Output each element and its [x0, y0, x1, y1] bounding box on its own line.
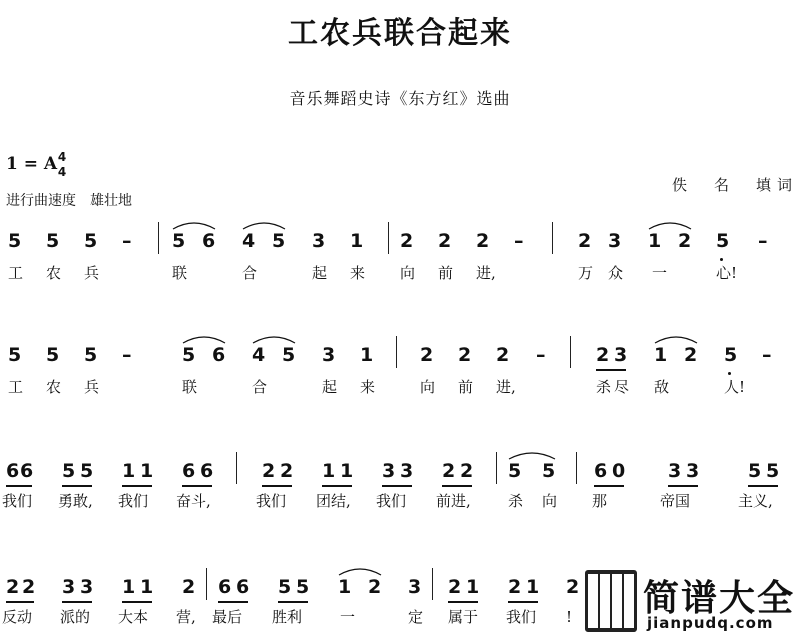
eighth-underline: [6, 485, 32, 487]
note: 2: [368, 576, 382, 598]
bar-line: [396, 336, 397, 368]
note: 1: [466, 576, 480, 598]
bar-line: [570, 336, 571, 368]
lyric-syllable: 奋斗,: [176, 492, 211, 510]
note: 2: [566, 576, 580, 598]
site-logo: [585, 570, 800, 640]
note: 1: [122, 460, 136, 482]
note: 5: [766, 460, 780, 482]
lyric-syllable: 万: [578, 264, 594, 282]
eighth-underline: [6, 601, 34, 603]
dash-note: –: [514, 230, 524, 252]
eighth-underline: [218, 601, 248, 603]
note: 4: [242, 230, 256, 252]
note: 1: [654, 344, 668, 366]
lyric-syllable: 合: [252, 378, 268, 396]
note: 5: [46, 230, 60, 252]
note: 6: [6, 460, 20, 482]
eighth-underline: [596, 369, 626, 371]
note: 1: [322, 460, 336, 482]
note: 2: [438, 230, 452, 252]
note: 5: [84, 344, 98, 366]
eighth-underline: [122, 601, 152, 603]
note: 2: [508, 576, 522, 598]
lyric-syllable: 帝国: [660, 492, 691, 510]
note: 2: [460, 460, 474, 482]
note: 6: [236, 576, 250, 598]
lyric-syllable: 属于: [448, 608, 479, 626]
note: 5: [748, 460, 762, 482]
notation-row: [0, 342, 800, 368]
note: 2: [476, 230, 490, 252]
note: 5: [508, 460, 522, 482]
lyric-syllable: 兵: [84, 264, 100, 282]
bar-line: [432, 568, 433, 600]
note: 2: [678, 230, 692, 252]
dash-note: –: [122, 230, 132, 252]
logo-text: 简谱大全: [643, 578, 796, 619]
lyric-syllable: 起: [322, 378, 338, 396]
lyric-syllable: 胜利: [272, 608, 303, 626]
bar-line: [576, 452, 577, 484]
lyric-syllable: 前: [458, 378, 474, 396]
eighth-underline: [668, 485, 698, 487]
eighth-underline: [262, 485, 292, 487]
lyric-syllable: 工: [8, 264, 24, 282]
eighth-underline: [122, 485, 152, 487]
note: 3: [322, 344, 336, 366]
note: 3: [80, 576, 94, 598]
lyric-syllable: 进,: [496, 378, 516, 396]
lyric-syllable: !: [566, 608, 573, 626]
note: 5: [80, 460, 94, 482]
lyric-syllable: 我们: [256, 492, 287, 510]
slur: [338, 566, 382, 576]
note: 3: [400, 460, 414, 482]
note: 2: [22, 576, 36, 598]
lyric-syllable: 心!: [716, 264, 738, 282]
lyric-syllable: 营,: [176, 608, 196, 626]
note: 5: [182, 344, 196, 366]
note: 3: [608, 230, 622, 252]
note: 6: [202, 230, 216, 252]
time-signature: [56, 150, 68, 180]
note: 6: [200, 460, 214, 482]
note: 1: [526, 576, 540, 598]
lyric-syllable: 团结,: [316, 492, 351, 510]
note: 3: [312, 230, 326, 252]
note: 1: [350, 230, 364, 252]
lyric-syllable: 我们: [506, 608, 537, 626]
lyric-syllable: 我们: [118, 492, 149, 510]
low-octave-dot: [728, 372, 731, 375]
eighth-underline: [62, 485, 92, 487]
bar-line: [206, 568, 207, 600]
eighth-underline: [278, 601, 308, 603]
lyric-syllable: 联: [182, 378, 198, 396]
note: 5: [542, 460, 556, 482]
note: 1: [122, 576, 136, 598]
lyric-syllable: 派的: [60, 608, 91, 626]
eighth-underline: [442, 485, 472, 487]
note: 3: [686, 460, 700, 482]
note: 2: [458, 344, 472, 366]
dash-note: –: [122, 344, 132, 366]
lyric-syllable: 向: [542, 492, 558, 510]
lyric-syllable: 兵: [84, 378, 100, 396]
note: 1: [338, 576, 352, 598]
note: 5: [724, 344, 738, 366]
note: 3: [62, 576, 76, 598]
low-octave-dot: [720, 258, 723, 261]
bar-line: [158, 222, 159, 254]
lyric-syllable: 合: [242, 264, 258, 282]
note: 5: [84, 230, 98, 252]
lyric-syllable: 反动: [2, 608, 33, 626]
lyric-syllable: 定: [408, 608, 424, 626]
eighth-underline: [748, 485, 778, 487]
eighth-underline: [182, 485, 212, 487]
note: 2: [496, 344, 510, 366]
lyric-syllable: 勇敢,: [58, 492, 93, 510]
bar-line: [496, 452, 497, 484]
note: 3: [614, 344, 628, 366]
note: 6: [594, 460, 608, 482]
slur: [252, 334, 296, 344]
slur: [172, 220, 216, 230]
note: 1: [340, 460, 354, 482]
note: 1: [140, 460, 154, 482]
piano-keys-icon: [585, 570, 637, 632]
lyricist-credit: 佚 名 填词: [672, 176, 799, 194]
note: 5: [46, 344, 60, 366]
lyric-syllable: 工: [8, 378, 24, 396]
note: 2: [182, 576, 196, 598]
bar-line: [552, 222, 553, 254]
note: 1: [648, 230, 662, 252]
tempo-marking: 进行曲速度 雄壮地: [6, 193, 132, 209]
lyrics-row: [0, 490, 800, 512]
note: 2: [6, 576, 20, 598]
note: 5: [62, 460, 76, 482]
lyric-syllable: 前进,: [436, 492, 471, 510]
dash-note: –: [762, 344, 772, 366]
lyric-syllable: 农: [46, 378, 62, 396]
lyric-syllable: 尽: [614, 378, 630, 396]
note: 2: [400, 230, 414, 252]
lyric-syllable: 起: [312, 264, 328, 282]
note: 3: [408, 576, 422, 598]
note: 6: [218, 576, 232, 598]
note: 5: [296, 576, 310, 598]
lyric-syllable: 杀: [596, 378, 612, 396]
lyric-syllable: 人!: [724, 378, 746, 396]
note: 2: [596, 344, 610, 366]
note: 5: [716, 230, 730, 252]
slur: [648, 220, 692, 230]
lyric-syllable: 主义,: [738, 492, 773, 510]
lyric-syllable: 杀: [508, 492, 524, 510]
note: 1: [140, 576, 154, 598]
notation-row: [0, 458, 800, 484]
lyric-syllable: 众: [608, 264, 624, 282]
eighth-underline: [322, 485, 352, 487]
lyric-syllable: 一: [652, 264, 668, 282]
lyric-syllable: 那: [592, 492, 608, 510]
bar-line: [236, 452, 237, 484]
lyric-syllable: 向: [400, 264, 416, 282]
note: 0: [612, 460, 626, 482]
note: 6: [20, 460, 34, 482]
note: 5: [282, 344, 296, 366]
note: 2: [280, 460, 294, 482]
note: 6: [212, 344, 226, 366]
lyrics-row: [0, 262, 800, 284]
lyric-syllable: 大本: [118, 608, 149, 626]
lyric-syllable: 敌: [654, 378, 670, 396]
note: 2: [262, 460, 276, 482]
note: 5: [8, 344, 22, 366]
lyric-syllable: 来: [350, 264, 366, 282]
lyric-syllable: 前: [438, 264, 454, 282]
time-signature-bottom: 4: [57, 165, 67, 179]
lyric-syllable: 我们: [2, 492, 33, 510]
note: 3: [382, 460, 396, 482]
lyric-syllable: 向: [420, 378, 436, 396]
lyric-syllable: 联: [172, 264, 188, 282]
lyric-syllable: 我们: [376, 492, 407, 510]
slur: [508, 450, 556, 460]
note: 2: [448, 576, 462, 598]
bar-line: [388, 222, 389, 254]
eighth-underline: [382, 485, 412, 487]
eighth-underline: [62, 601, 92, 603]
note: 1: [360, 344, 374, 366]
note: 5: [278, 576, 292, 598]
key-signature: 1 = A: [6, 154, 58, 174]
note: 5: [172, 230, 186, 252]
slur: [182, 334, 226, 344]
note: 5: [272, 230, 286, 252]
lyric-syllable: 农: [46, 264, 62, 282]
lyric-syllable: 进,: [476, 264, 496, 282]
time-signature-top: 4: [57, 150, 67, 164]
lyric-syllable: 来: [360, 378, 376, 396]
note: 6: [182, 460, 196, 482]
notation-row: [0, 228, 800, 254]
eighth-underline: [508, 601, 538, 603]
note: 2: [420, 344, 434, 366]
logo-url: jianpudq.com: [647, 614, 774, 632]
note: 2: [442, 460, 456, 482]
subtitle: 音乐舞蹈史诗《东方红》选曲: [289, 89, 511, 108]
dash-note: –: [536, 344, 546, 366]
note: 2: [684, 344, 698, 366]
eighth-underline: [448, 601, 478, 603]
slur: [654, 334, 698, 344]
lyrics-row: [0, 376, 800, 398]
note: 2: [578, 230, 592, 252]
note: 3: [668, 460, 682, 482]
slur: [242, 220, 286, 230]
lyric-syllable: 一: [340, 608, 356, 626]
note: 4: [252, 344, 266, 366]
eighth-underline: [594, 485, 624, 487]
dash-note: –: [758, 230, 768, 252]
page-title: 工农兵联合起来: [288, 16, 512, 51]
note: 5: [8, 230, 22, 252]
lyric-syllable: 最后: [212, 608, 243, 626]
